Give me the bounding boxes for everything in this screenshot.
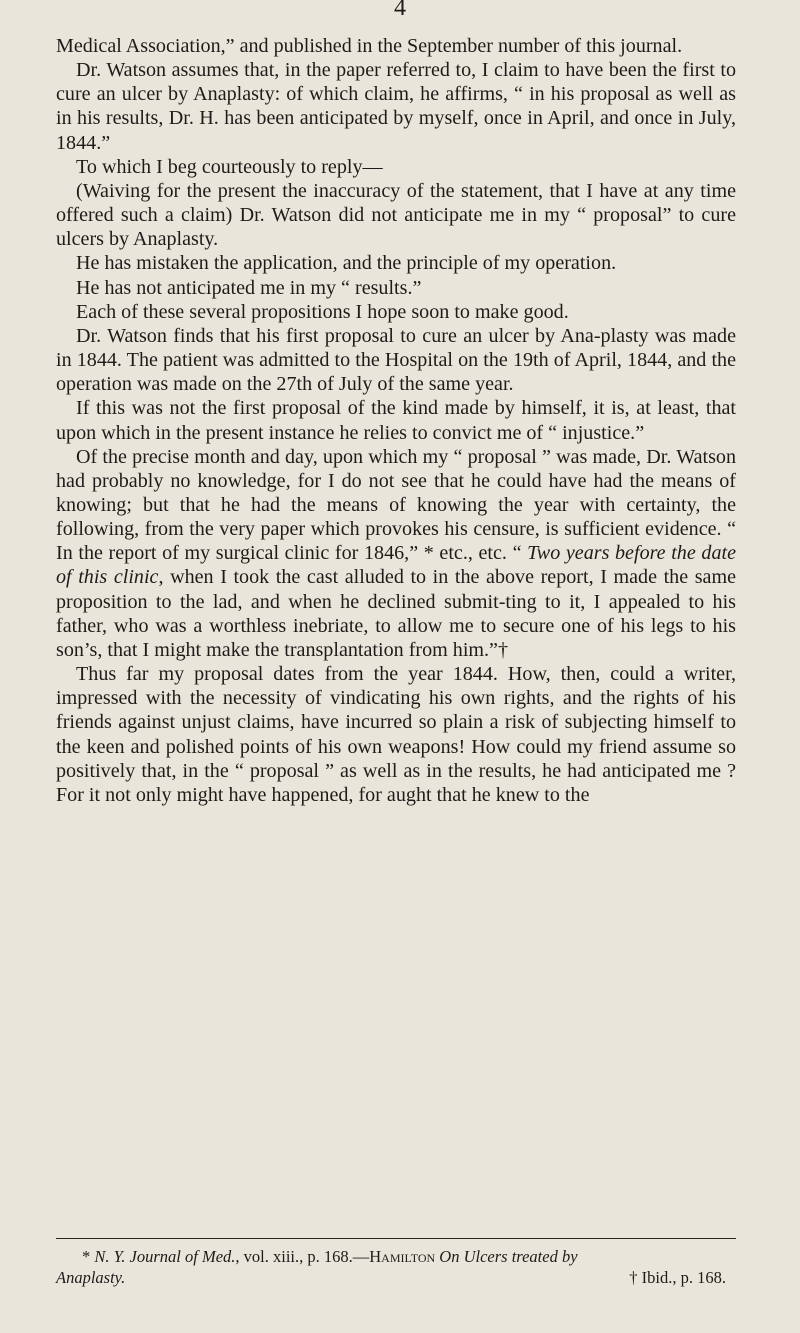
footnotes [56,1246,736,1288]
footnote-mark: * [82,1247,95,1266]
footnote-author: Hamilton [369,1247,436,1266]
paragraph: If this was not the first proposal of the kind made by himself, it is, at least, that upon which in the present instance he relies to convict me of “ injustice.” [56,397,736,444]
footnote-row [56,1267,736,1288]
footnote-title-cont: Anaplasty. [56,1268,126,1287]
paragraph: Thus far my proposal dates from the year 1844. How, then, could a writer, impressed with the necessity of vindicating his own rights, and the rights of his friends against unjust claims, have incurred so plain a risk of subjecting himself to the keen and polished points of his own weapons! How could my friend assume so positively that, in the “ proposal ” as well as in the results, he had anticipated me ? For it not only might have happened, for aught that he knew to the [56,663,736,806]
paragraph: He has not anticipated me in my “ results.” [76,276,422,299]
footnote-ref: , vol. xiii., p. 168.— [235,1247,370,1266]
paragraph-text: , when I took the cast alluded to in the above report, I made the same proposition to the lad, and when he declined submit-ting to it, I appealed to his father, who was a worthless inebriate, to allow me to secure one of his legs to his son’s, that I might make the transplantation from him.”† [56,566,736,661]
footnote-1 [56,1246,736,1267]
footnote-journal: N. Y. Journal of Med. [94,1247,236,1266]
paragraph: To which I beg courteously to reply— [76,155,383,178]
footnote-2: † Ibid., p. 168. [629,1268,726,1287]
italic-quote: Two years before the date of this clinic [56,542,736,589]
page-number: 4 [394,0,406,21]
paragraph: (Waiving for the present the inaccuracy of the statement, that I have at any time offered such a claim) Dr. Watson did not anticipate me in my “ proposal” to cure ulcers by Anaplasty. [56,179,736,251]
footnote-divider [56,1238,736,1239]
paragraph: Dr. Watson assumes that, in the paper referred to, I claim to have been the first to cure an ulcer by Anaplasty: of which claim, he affirms, “ in his proposal as well as in his results, Dr. H. has been anticipated by myself, once in April, and once in July, 1844.” [56,59,736,154]
paragraph-with-italic [56,445,736,662]
footnote-title: On Ulcers treated by [435,1247,578,1266]
paragraph: Dr. Watson finds that his first proposal to cure an ulcer by Ana-plasty was made in 1844. The patient was admitted to the Hospital on the 19th of April, 1844, and the operation was made on the 27th of July of the same year. [56,324,736,396]
paragraph: He has mistaken the application, and the principle of my operation. [76,252,617,275]
paragraph: Each of these several propositions I hope soon to make good. [76,300,569,323]
body-text [56,34,736,807]
paragraph-text: Of the precise month and day, upon which my “ proposal ” was made, Dr. Watson had probably no knowledge, for I do not see that he could have had the means of knowing; but that he had the means of knowing the year with certainty, the following, from the very paper which provokes his censure, is sufficient evidence. “ In the report of my surgical clinic for 1846,” * etc., etc. “ [56,445,736,565]
paragraph: Medical Association,” and published in the September number of this journal. [56,35,683,57]
